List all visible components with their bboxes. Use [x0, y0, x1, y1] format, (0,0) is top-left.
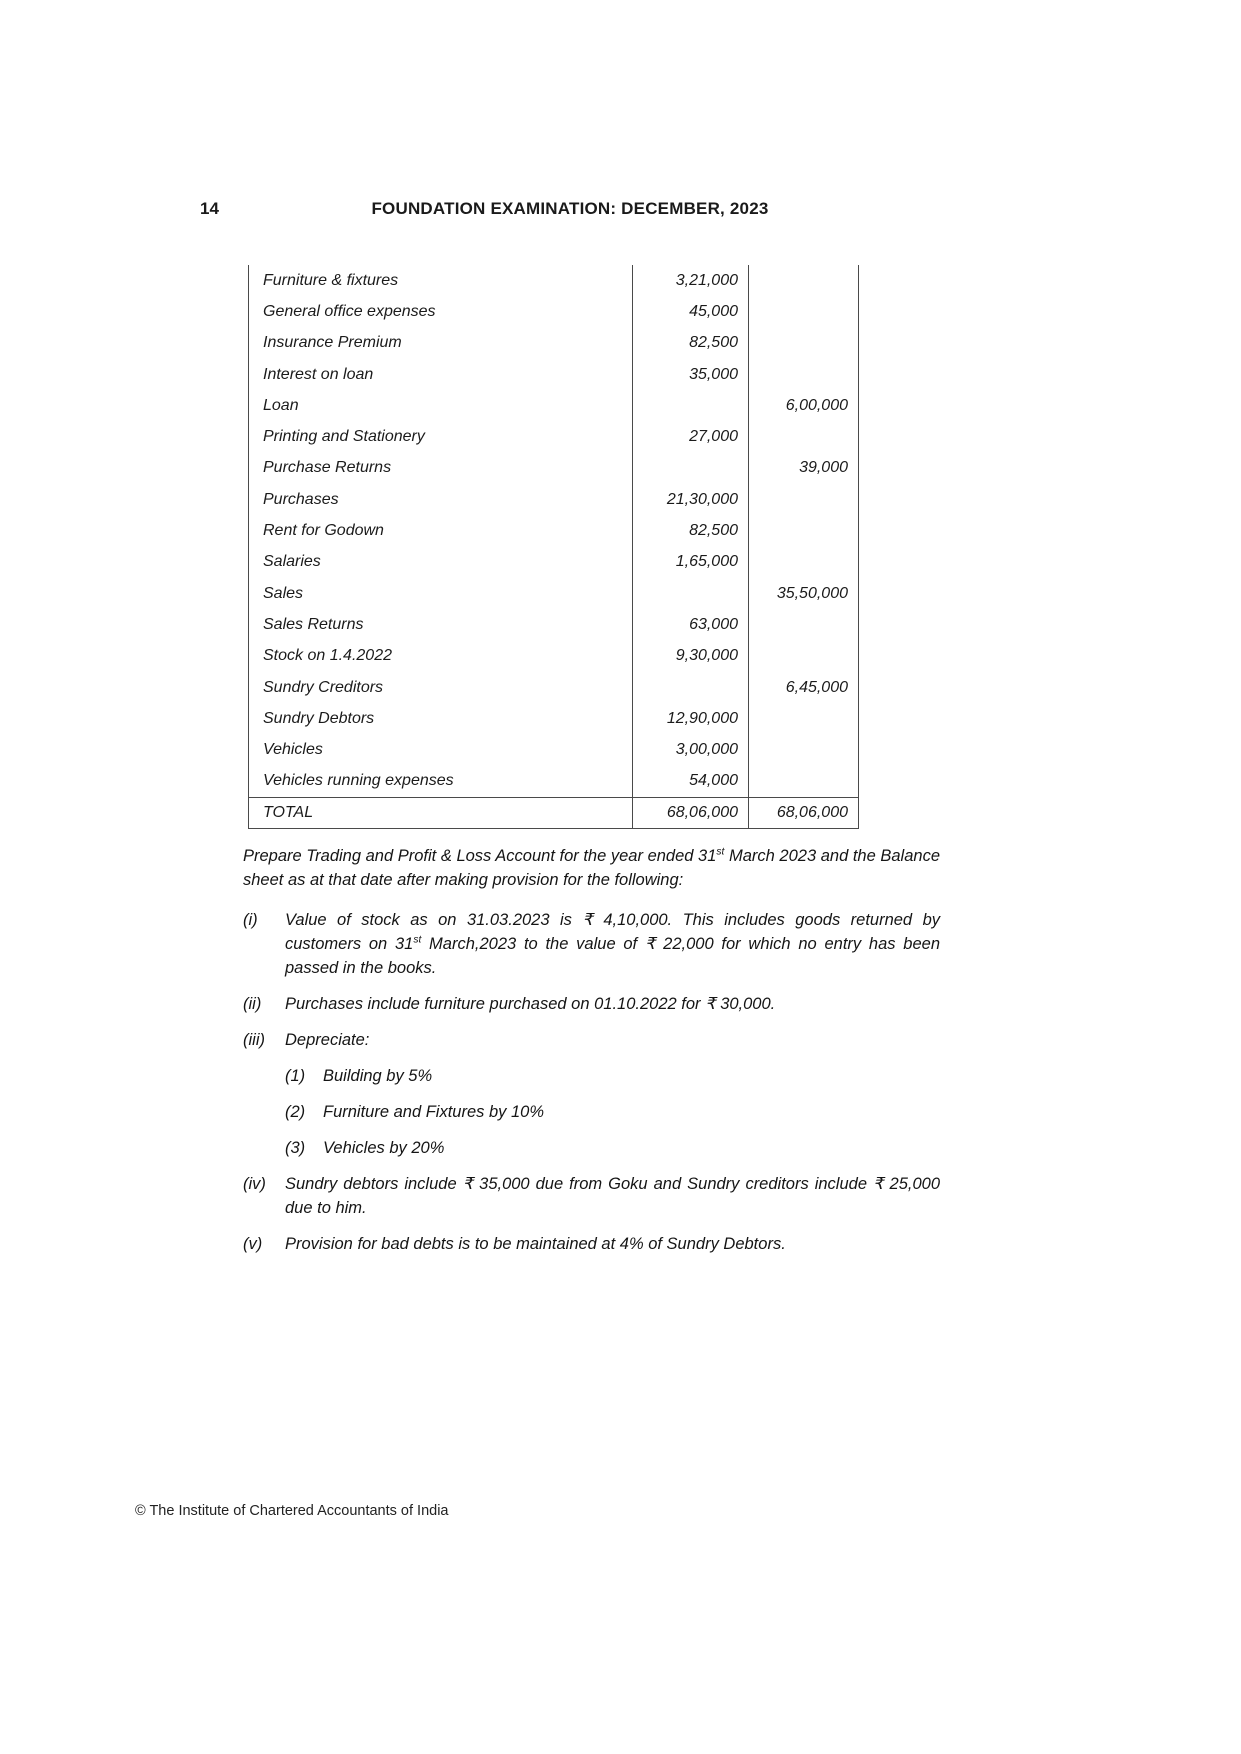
credit-amount-cell [749, 547, 859, 578]
subitem-marker: (3) [285, 1139, 306, 1157]
table-total-row [249, 797, 859, 828]
adjustment-item-ii [243, 992, 940, 1016]
debit-amount-cell: 82,500 [633, 515, 749, 546]
table-row [249, 547, 859, 578]
debit-amount-cell: 27,000 [633, 421, 749, 452]
credit-amount-cell [749, 328, 859, 359]
credit-amount-cell [749, 641, 859, 672]
particulars-cell: Rent for Godown [249, 515, 633, 546]
credit-amount-cell [749, 609, 859, 640]
adjustment-item-v [243, 1232, 940, 1256]
table-row [249, 578, 859, 609]
table-row [249, 453, 859, 484]
table-row [249, 515, 859, 546]
depreciation-subitem-2 [285, 1100, 940, 1124]
credit-amount-cell [749, 421, 859, 452]
particulars-cell: Sales [249, 578, 633, 609]
particulars-cell: Salaries [249, 547, 633, 578]
debit-amount-cell [633, 390, 749, 421]
particulars-cell: Loan [249, 390, 633, 421]
table-row [249, 296, 859, 327]
table-row [249, 265, 859, 296]
particulars-cell: General office expenses [249, 296, 633, 327]
debit-amount-cell: 54,000 [633, 766, 749, 797]
instruction-paragraph [243, 844, 940, 892]
table-row [249, 734, 859, 765]
adjustment-item-iii [243, 1028, 940, 1052]
credit-amount-cell [749, 734, 859, 765]
table-row [249, 328, 859, 359]
trial-balance-table [248, 265, 859, 829]
particulars-cell: Sundry Debtors [249, 703, 633, 734]
item-marker: (iv) [243, 1175, 266, 1193]
credit-amount-cell: 6,45,000 [749, 672, 859, 703]
credit-amount-cell: 35,50,000 [749, 578, 859, 609]
particulars-cell: Sales Returns [249, 609, 633, 640]
item-text: Sundry debtors include ₹ 35,000 due from Goku and Sundry creditors include ₹ 25,000 due to him. [285, 1175, 940, 1217]
copyright-footer: © The Institute of Chartered Accountants of India [135, 1503, 449, 1519]
debit-amount-cell: 63,000 [633, 609, 749, 640]
credit-amount-cell [749, 515, 859, 546]
subitem-marker: (2) [285, 1103, 306, 1121]
debit-amount-cell: 9,30,000 [633, 641, 749, 672]
table-row [249, 421, 859, 452]
particulars-cell: Sundry Creditors [249, 672, 633, 703]
subitem-text: Furniture and Fixtures by 10% [323, 1103, 545, 1121]
item-text: Provision for bad debts is to be maintained at 4% of Sundry Debtors. [285, 1235, 786, 1253]
item-text: Depreciate: [285, 1031, 370, 1049]
item-marker: (ii) [243, 995, 262, 1013]
item-text-segment: March,2023 to the value of ₹ 22,000 for which no entry has been passed in the books. [285, 935, 940, 977]
particulars-cell: Interest on loan [249, 359, 633, 390]
adjustment-item-iv [243, 1172, 940, 1220]
debit-amount-cell: 1,65,000 [633, 547, 749, 578]
ordinal-superscript: st [413, 934, 422, 946]
credit-amount-cell: 6,00,000 [749, 390, 859, 421]
table-row [249, 672, 859, 703]
instruction-text-segment: Prepare Trading and Profit & Loss Account for the year ended 31 [243, 847, 717, 865]
question-body [243, 844, 940, 1268]
particulars-cell: Purchase Returns [249, 453, 633, 484]
particulars-cell: Vehicles running expenses [249, 766, 633, 797]
subitem-text: Building by 5% [323, 1067, 433, 1085]
credit-amount-cell [749, 359, 859, 390]
particulars-cell: Insurance Premium [249, 328, 633, 359]
table-row [249, 390, 859, 421]
debit-amount-cell: 3,00,000 [633, 734, 749, 765]
debit-amount-cell: 82,500 [633, 328, 749, 359]
page-header [200, 199, 940, 221]
total-debit-cell: 68,06,000 [633, 797, 749, 828]
debit-amount-cell: 12,90,000 [633, 703, 749, 734]
particulars-cell: Furniture & fixtures [249, 265, 633, 296]
instruction-text-segment: March 2023 and the Balance sheet as at that date after making provision for the following: [243, 847, 940, 889]
credit-amount-cell: 39,000 [749, 453, 859, 484]
debit-amount-cell [633, 453, 749, 484]
page-number: 14 [200, 199, 219, 218]
item-marker: (v) [243, 1235, 263, 1253]
depreciation-subitem-3 [285, 1136, 940, 1160]
depreciation-subitem-1 [285, 1064, 940, 1088]
credit-amount-cell [749, 766, 859, 797]
debit-amount-cell: 21,30,000 [633, 484, 749, 515]
credit-amount-cell [749, 703, 859, 734]
item-marker: (i) [243, 911, 258, 929]
item-text-segment: Value of stock as on 31.03.2023 is ₹ 4,10,000. This includes goods returned by customers on 31 [285, 911, 940, 953]
debit-amount-cell [633, 578, 749, 609]
table-row [249, 609, 859, 640]
table-row [249, 359, 859, 390]
credit-amount-cell [749, 265, 859, 296]
debit-amount-cell [633, 672, 749, 703]
table-row [249, 766, 859, 797]
table-row [249, 484, 859, 515]
item-marker: (iii) [243, 1031, 265, 1049]
ordinal-superscript: st [716, 846, 725, 858]
page-title: FOUNDATION EXAMINATION: DECEMBER, 2023 [371, 199, 769, 218]
credit-amount-cell [749, 296, 859, 327]
debit-amount-cell: 45,000 [633, 296, 749, 327]
table-row [249, 703, 859, 734]
adjustment-item-i [243, 908, 940, 980]
debit-amount-cell: 3,21,000 [633, 265, 749, 296]
subitem-marker: (1) [285, 1067, 306, 1085]
item-text [285, 908, 940, 980]
particulars-cell: Purchases [249, 484, 633, 515]
particulars-cell: Stock on 1.4.2022 [249, 641, 633, 672]
particulars-cell: Vehicles [249, 734, 633, 765]
item-text: Purchases include furniture purchased on 01.10.2022 for ₹ 30,000. [285, 995, 776, 1013]
particulars-cell: Printing and Stationery [249, 421, 633, 452]
credit-amount-cell [749, 484, 859, 515]
subitem-text: Vehicles by 20% [323, 1139, 445, 1157]
debit-amount-cell: 35,000 [633, 359, 749, 390]
table-row [249, 641, 859, 672]
total-credit-cell: 68,06,000 [749, 797, 859, 828]
total-label-cell: TOTAL [249, 797, 633, 828]
